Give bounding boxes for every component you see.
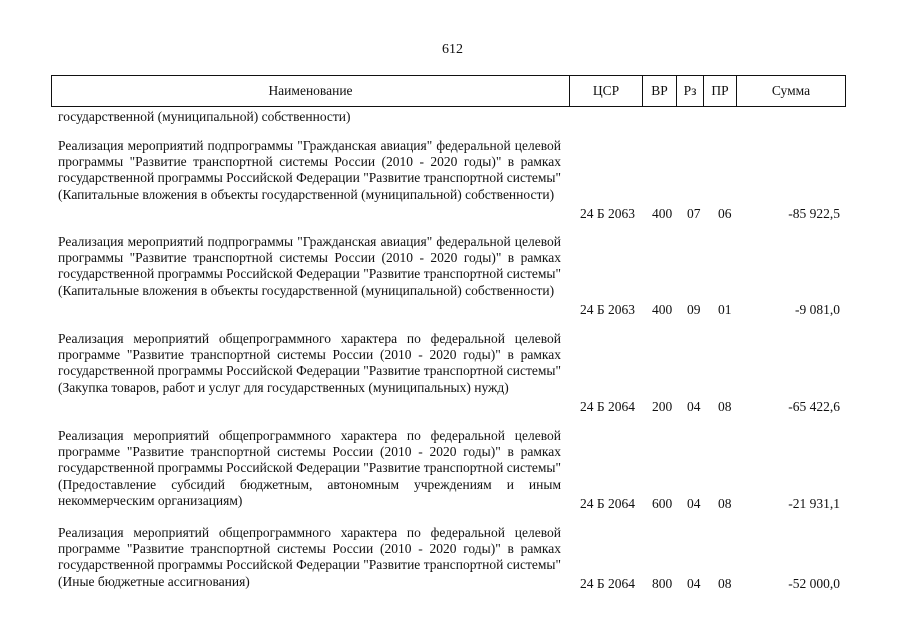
row-name: Реализация мероприятий подпрограммы "Гражданская авиация" федеральной целевой программы "Развитие транспортной системы России (2010 - 2020 годы)" в рамках государственной программы Российской Федерации "Развитие транспортной системы" (Капитальные вложения в объекты государственной (муниципальной) собственности) [58, 138, 561, 202]
row-name: Реализация мероприятий общепрограммного характера по федеральной целевой программе "Развитие транспортной системы России (2010 - 2020 годы)" в рамках государственной программы Российской Федерации "Развитие транспортной системы" (Предоставление субсидий бюджетным, автономным учреждениям и иным некоммерческим организациям) [58, 428, 561, 508]
row-rz: 09 [687, 302, 701, 317]
row-sum: -21 931,1 [788, 496, 840, 511]
header-sum: Сумма [737, 76, 846, 107]
row-sum: -52 000,0 [788, 576, 840, 591]
row-sum: -85 922,5 [788, 206, 840, 221]
row-name: Реализация мероприятий подпрограммы "Гражданская авиация" федеральной целевой программы "Развитие транспортной системы России (2010 - 2020 годы)" в рамках государственной программы Российской Федерации "Развитие транспортной системы" (Капитальные вложения в объекты государственной (муниципальной) собственности) [58, 234, 561, 298]
page-number: 612 [442, 42, 463, 57]
row-vr: 600 [652, 496, 673, 511]
row-pr: 08 [718, 399, 732, 414]
row-rz: 04 [687, 496, 701, 511]
header-pr: ПР [704, 76, 737, 107]
row-vr: 400 [652, 206, 673, 221]
row-csr: 24 Б 2064 [580, 576, 636, 591]
header-name: Наименование [52, 76, 570, 107]
row-csr: 24 Б 2064 [580, 399, 636, 414]
row-name: Реализация мероприятий общепрограммного характера по федеральной целевой программе "Развитие транспортной системы России (2010 - 2020 годы)" в рамках государственной программы Российской Федерации "Развитие транспортной системы" (Закупка товаров, работ и услуг для государственных (муниципальных) нужд) [58, 331, 561, 395]
row-pr: 08 [718, 496, 732, 511]
row-csr: 24 Б 2063 [580, 302, 636, 317]
row-vr: 800 [652, 576, 673, 591]
header-rz: Рз [677, 76, 704, 107]
row-rz: 07 [687, 206, 701, 221]
row-csr: 24 Б 2064 [580, 496, 636, 511]
row-csr: 24 Б 2063 [580, 206, 636, 221]
table-header [51, 75, 846, 107]
row-pr: 06 [718, 206, 732, 221]
row-vr: 200 [652, 399, 673, 414]
header-vr: ВР [643, 76, 677, 107]
row-rz: 04 [687, 576, 701, 591]
header-csr: ЦСР [570, 76, 643, 107]
row-sum: -65 422,6 [788, 399, 840, 414]
row-name: Реализация мероприятий общепрограммного характера по федеральной целевой программе "Развитие транспортной системы России (2010 - 2020 годы)" в рамках государственной программы Российской Федерации "Развитие транспортной системы" (Иные бюджетные ассигнования) [58, 525, 561, 589]
continuation-text: государственной (муниципальной) собственности) [58, 109, 351, 124]
row-pr: 01 [718, 302, 732, 317]
row-pr: 08 [718, 576, 732, 591]
row-rz: 04 [687, 399, 701, 414]
row-vr: 400 [652, 302, 673, 317]
row-sum: -9 081,0 [795, 302, 840, 317]
